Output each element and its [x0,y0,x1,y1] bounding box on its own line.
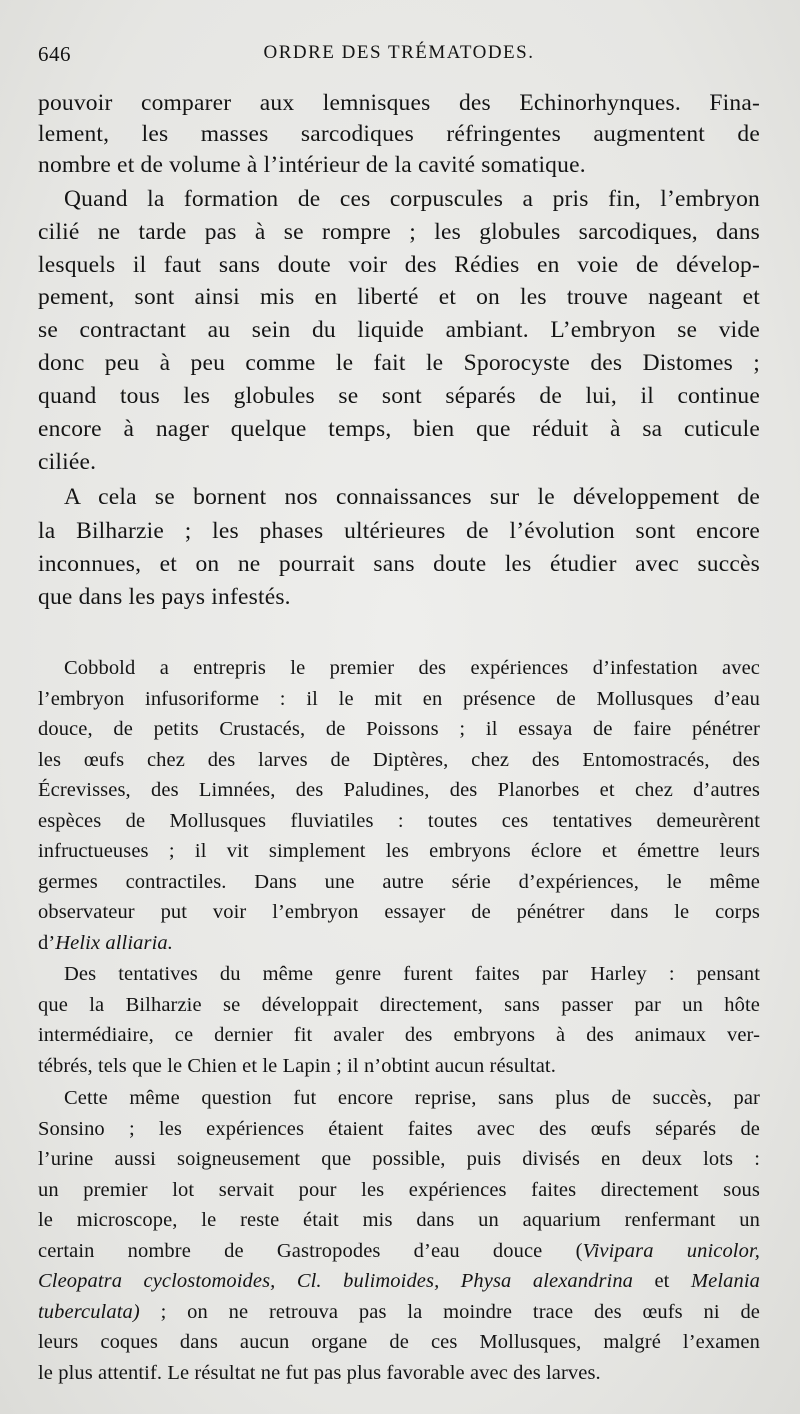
text-line: lesquels il faut sans doute voir des Rédies en voie de dévelop- [38,252,760,278]
text-line: ciliée. [38,449,97,475]
text-line: observateur put voir l’embryon essayer de pénétrer dans le corps [38,901,760,923]
text-line: Sonsino ; les expériences étaient faites avec des œufs séparés de [38,1118,760,1140]
text-line: espèces de Mollusques fluviatiles : toutes ces tentatives demeurèrent [38,810,760,832]
text-line: que la Bilharzie se développait directement, sans passer par un hôte [38,994,760,1016]
page-number: 646 [38,42,71,66]
text-line: Cette même question fut encore reprise, sans plus de succès, par [64,1087,760,1109]
species-name: Vivipara unicolor, [582,1240,760,1262]
species-name: tuberculata) [38,1301,140,1323]
text-line: A cela se bornent nos connaissances sur le développement de [64,484,760,510]
text-line: Des tentatives du même genre furent faites par Harley : pensant [64,963,760,985]
text-line: le microscope, le reste était mis dans un aquarium renfermant un [38,1209,760,1231]
text-line: se contractant au sein du liquide ambiant. L’embryon se vide [38,317,760,343]
text-span: certain nombre de Gastropodes d’eau douce ( [38,1240,583,1262]
text-line: inconnues, et on ne pourrait sans doute les étudier avec succès [38,551,760,577]
text-line: l’embryon infusoriforme : il le mit en présence de Mollusques d’eau [38,688,760,710]
text-line: donc peu à peu comme le fait le Sporocyste des Distomes ; [38,350,760,376]
text-line: intermédiaire, ce dernier fit avaler des embryons à des animaux ver- [38,1024,760,1046]
species-name: Melania [690,1270,760,1292]
text-line: un premier lot servait pour les expériences faites directement sous [38,1179,760,1201]
text-line: douce, de petits Crustacés, de Poissons ; il essaya de faire pénétrer [38,718,760,740]
text-line: pouvoir comparer aux lemnisques des Echinorhynques. Fina- [38,90,760,116]
text-span: et [633,1270,691,1292]
text-line [38,1240,760,1263]
text-line [38,1301,760,1324]
text-line: quand tous les globules se sont séparés de lui, il continue [38,383,760,409]
text-line [38,1270,760,1293]
species-name: Cleopatra cyclostomoides, Cl. bulimoides, Physa alexandrina [38,1270,634,1292]
text-line: infructueuses ; il vit simplement les embryons éclore et émettre leurs [38,840,760,862]
text-line: cilié ne tarde pas à se rompre ; les globules sarcodiques, dans [38,219,760,245]
text-line: la Bilharzie ; les phases ultérieures de l’évolution sont encore [38,518,760,544]
text-line: Cobbold a entrepris le premier des expériences d’infestation avec [64,657,760,679]
text-line: Écrevisses, des Limnées, des Paludines, des Planorbes et chez d’autres [38,779,760,801]
text-line: leurs coques dans aucun organe de ces Mollusques, malgré l’examen [38,1331,760,1353]
text-line: le plus attentif. Le résultat ne fut pas plus favorable avec des larves. [38,1362,601,1384]
text-line: Quand la formation de ces corpuscules a pris fin, l’embryon [64,186,760,212]
text-line: l’urine aussi soigneusement que possible, puis divisés en deux lots : [38,1148,760,1170]
text-line: que dans les pays infestés. [38,584,291,610]
text-line: pement, sont ainsi mis en liberté et on les trouve nageant et [38,284,760,310]
text-line [38,932,760,955]
text-span: d’ [38,932,56,954]
text-line: tébrés, tels que le Chien et le Lapin ; il n’obtint aucun résultat. [38,1055,556,1077]
text-line: lement, les masses sarcodiques réfringentes augmentent de [38,121,760,147]
running-title: ORDRE DES TRÉMATODES. [263,42,535,63]
page-header [38,42,760,72]
text-line: germes contractiles. Dans une autre série d’expériences, le même [38,871,760,893]
text-line: les œufs chez des larves de Diptères, chez des Entomostracés, des [38,749,760,771]
text-line: encore à nager quelque temps, bien que réduit à sa cuticule [38,416,760,442]
species-name: Helix alliaria. [55,932,173,954]
text-line: nombre et de volume à l’intérieur de la cavité somatique. [38,152,586,178]
text-span: ; on ne retrouva pas la moindre trace des œufs ni de [139,1301,760,1323]
